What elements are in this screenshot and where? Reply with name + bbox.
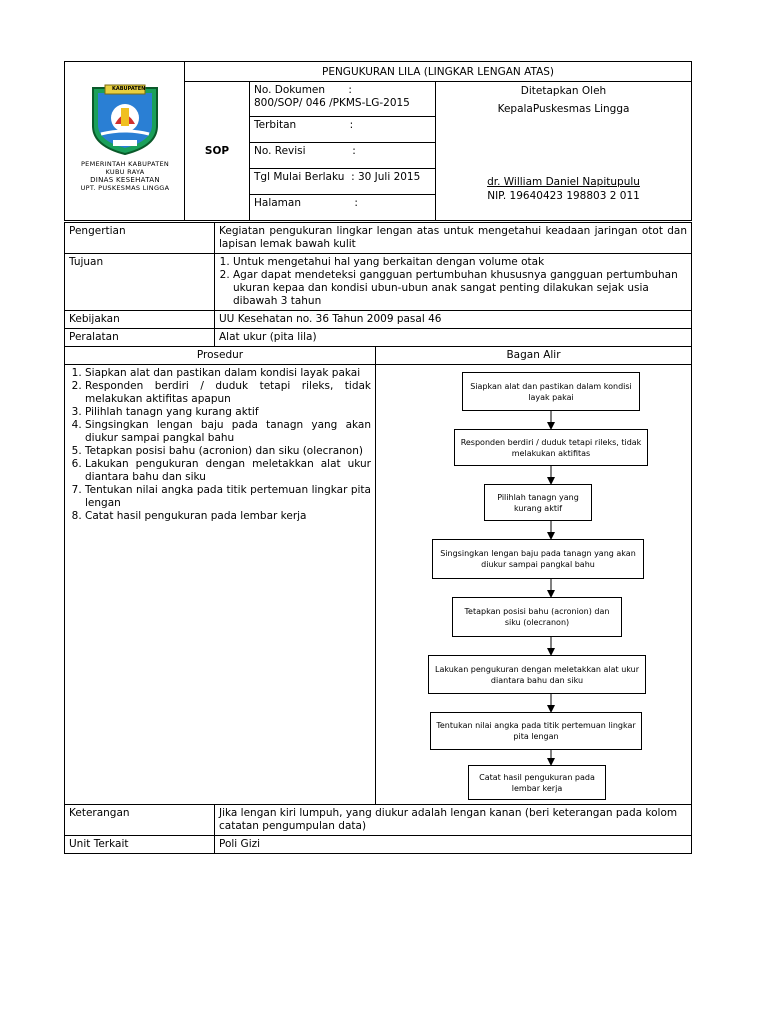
prosedur-step: 1. Siapkan alat dan pastikan dalam kondisi layak pakai — [85, 367, 371, 380]
sop-header-table — [64, 61, 692, 221]
prosedur-step: 6. Lakukan pengukuran dengan meletakkan alat ukur diantara bahu dan siku — [85, 458, 371, 484]
signer-name: dr. William Daniel Napitupulu — [487, 176, 640, 188]
flowchart-cell — [376, 365, 692, 805]
org-line-2: KUBU RAYA — [105, 168, 145, 176]
revisi-field: No. Revisi : — [250, 143, 436, 169]
kubu-raya-logo — [87, 84, 163, 156]
flow-box-7: Tentukan nilai angka pada titik pertemuan lingkar pita lengan — [430, 712, 642, 750]
approval-cell — [436, 82, 692, 221]
tujuan-label: Tujuan — [65, 254, 215, 311]
tujuan-item: 1. Untuk mengetahui hal yang berkaitan dengan volume otak — [233, 256, 687, 269]
bagan-alir-header: Bagan Alir — [376, 347, 692, 365]
keterangan-text: Jika lengan kiri lumpuh, yang diukur adalah lengan kanan (beri keterangan pada kolom catatan pengumpulan data) — [215, 805, 692, 836]
org-line-1: PEMERINTAH KABUPATEN — [80, 160, 170, 168]
tujuan-list-cell — [215, 254, 692, 311]
flow-box-6: Lakukan pengukuran dengan meletakkan alat ukur diantara bahu dan siku — [428, 655, 646, 694]
sop-body-table — [64, 222, 692, 854]
prosedur-step: 4. Singsingkan lengan baju pada tanagn yang akan diukur sampai pangkal bahu — [85, 419, 371, 445]
keterangan-label: Keterangan — [65, 805, 215, 836]
org-line-4: UPT. PUSKESMAS LINGGA — [80, 184, 170, 192]
document-title: PENGUKURAN LILA (LINGKAR LENGAN ATAS) — [185, 62, 692, 82]
kebijakan-text: UU Kesehatan no. 36 Tahun 2009 pasal 46 — [215, 311, 692, 329]
terbitan-field: Terbitan : — [250, 117, 436, 143]
tgl-mulai-field: Tgl Mulai Berlaku : 30 Juli 2015 — [250, 169, 436, 195]
flow-box-4: Singsingkan lengan baju pada tanagn yang akan diukur sampai pangkal bahu — [432, 539, 644, 579]
flow-box-1: Siapkan alat dan pastikan dalam kondisi layak pakai — [462, 372, 640, 411]
pengertian-label: Pengertian — [65, 223, 215, 254]
kebijakan-label: Kebijakan — [65, 311, 215, 329]
org-line-3: DINAS KESEHATAN — [90, 176, 160, 184]
logo-cell — [65, 62, 185, 221]
flow-box-8: Catat hasil pengukuran pada lembar kerja — [468, 765, 606, 800]
approved-by: Ditetapkan Oleh — [520, 85, 607, 97]
prosedur-header: Prosedur — [65, 347, 376, 365]
sop-label: SOP — [185, 82, 250, 221]
prosedur-step: 2. Responden berdiri / duduk tetapi rileks, tidak melakukan aktifitas apapun — [85, 380, 371, 406]
flow-box-2: Responden berdiri / duduk tetapi rileks, tidak melakukan aktifitas — [454, 429, 648, 466]
prosedur-step: 7. Tentukan nilai angka pada titik pertemuan lingkar pita lengan — [85, 484, 371, 510]
doc-number-value: 800/SOP/ 046 /PKMS-LG-2015 — [254, 97, 410, 109]
prosedur-step: 8. Catat hasil pengukuran pada lembar kerja — [85, 510, 371, 523]
doc-number-label: No. Dokumen : — [254, 84, 352, 96]
doc-number-cell — [250, 82, 436, 117]
tujuan-item: 2. Agar dapat mendeteksi gangguan pertumbuhan khususnya gangguan pertumbuhan ukuran kepaa dan kondisi ubun-ubun anak sangat penting dilakukan sejak usia dibawah 3 tahun — [233, 269, 687, 308]
halaman-field: Halaman : — [250, 195, 436, 221]
peralatan-label: Peralatan — [65, 329, 215, 347]
signer-nip: NIP. 19640423 198803 2 011 — [487, 190, 640, 202]
flow-box-3: Pilihlah tanagn yang kurang aktif — [484, 484, 592, 521]
prosedur-step: 5. Tetapkan posisi bahu (acronion) dan siku (olecranon) — [85, 445, 371, 458]
unit-terkait-label: Unit Terkait — [65, 836, 215, 854]
prosedur-list-cell — [65, 365, 376, 805]
flowchart — [376, 365, 692, 804]
prosedur-step: 3. Pilihlah tanagn yang kurang aktif — [85, 406, 371, 419]
pengertian-text: Kegiatan pengukuran lingkar lengan atas untuk mengetahui keadaan jaringan otot dan lapisan lemak bawah kulit — [215, 223, 692, 254]
unit-terkait-text: Poli Gizi — [215, 836, 692, 854]
logo-badge-text: KABUPATEN — [112, 86, 146, 92]
flow-box-5: Tetapkan posisi bahu (acronion) dan siku (olecranon) — [452, 597, 622, 637]
approved-org: KepalaPuskesmas Lingga — [497, 103, 630, 115]
peralatan-text: Alat ukur (pita lila) — [215, 329, 692, 347]
